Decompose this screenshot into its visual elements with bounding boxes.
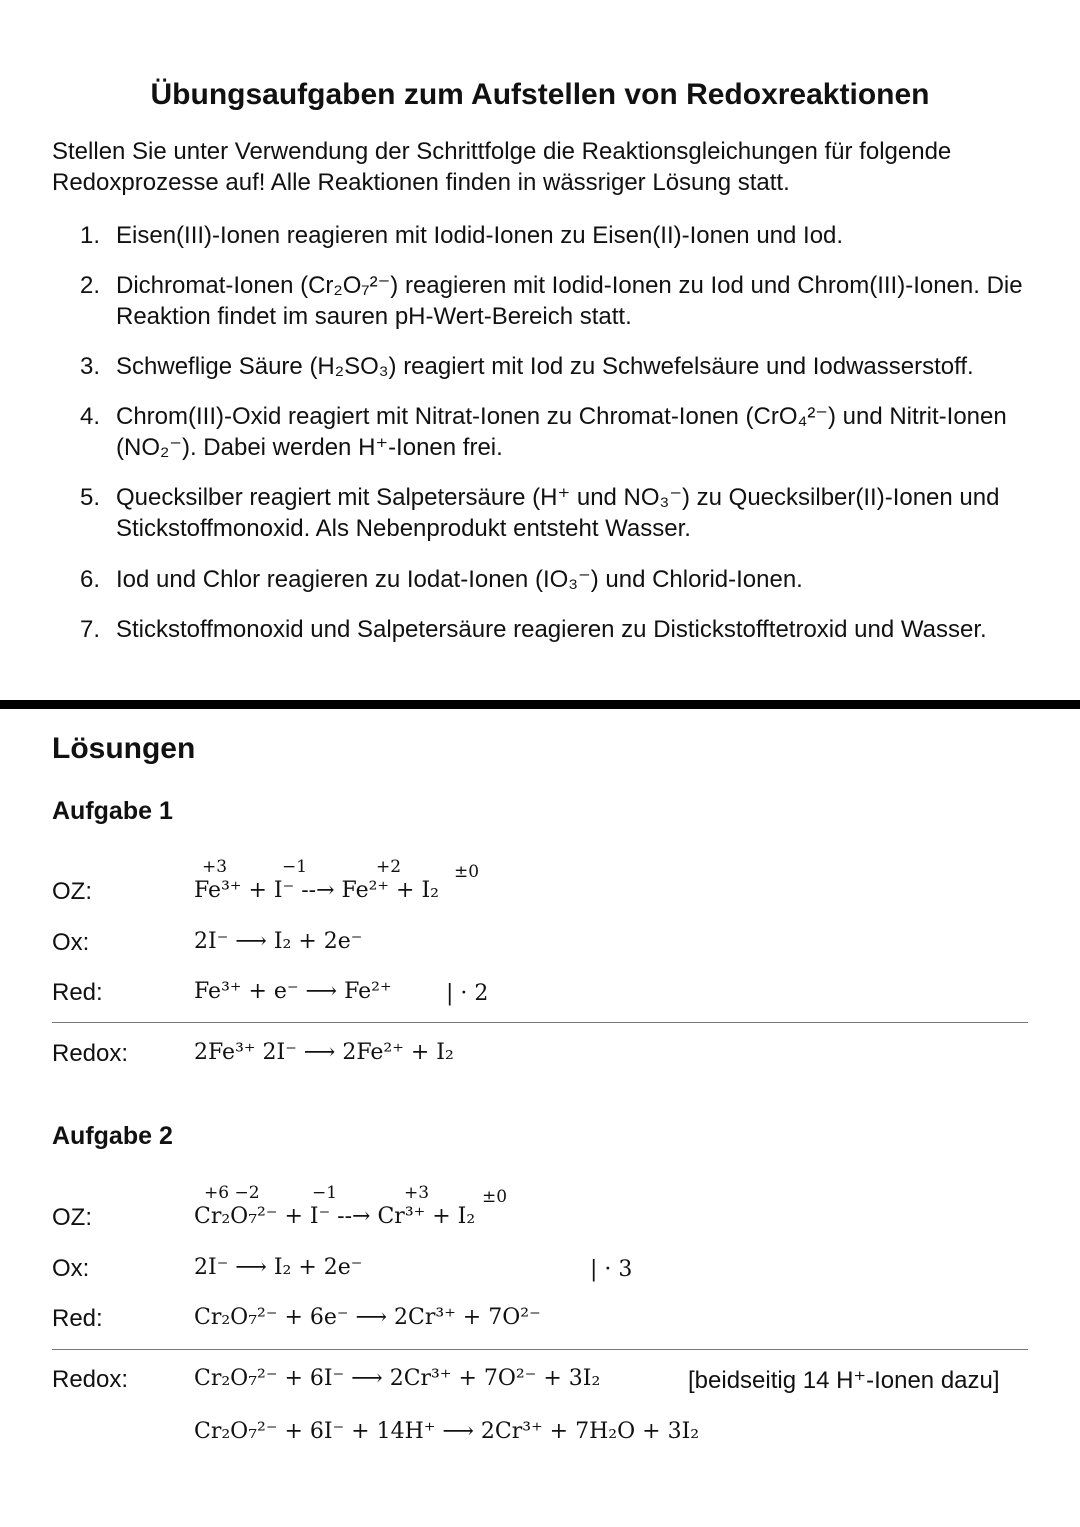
- oz-label: OZ:: [52, 878, 92, 905]
- reduction-equation: Fe³⁺ + e⁻ ⟶ Fe²⁺: [194, 979, 392, 1004]
- task-number: 2.: [80, 272, 101, 299]
- intro-text: Stellen Sie unter Verwendung der Schrittfolge die Reaktionsgleichungen für folgende Redoxprozesse auf! Alle Reaktionen finden in wässriger Lösung statt.: [52, 138, 952, 196]
- multiplication-factor: | · 3: [590, 1257, 633, 1282]
- task-text: Stickstoffmonoxid und Salpetersäure reagieren zu Distickstofftetroxid und Wasser.: [116, 616, 987, 643]
- oxidation-number: +6 −2: [204, 1183, 260, 1203]
- task-text: Iod und Chlor reagieren zu Iodat-Ionen (IO₃⁻) und Chlorid-Ionen.: [116, 566, 803, 593]
- page-title: Übungsaufgaben zum Aufstellen von Redoxreaktionen: [150, 78, 930, 111]
- oxidation-number: ±0: [482, 1187, 508, 1207]
- reduction-equation: Cr₂O₇²⁻ + 6e⁻ ⟶ 2Cr³⁺ + 7O²⁻: [194, 1305, 541, 1330]
- multiplication-factor: | · 2: [446, 981, 489, 1006]
- redox-equation: 2Fe³⁺ 2I⁻ ⟶ 2Fe²⁺ + I₂: [194, 1040, 454, 1065]
- task-number: 7.: [80, 616, 101, 643]
- redox-label: Redox:: [52, 1040, 129, 1067]
- redox-equation-final: Cr₂O₇²⁻ + 6I⁻ + 14H⁺ ⟶ 2Cr³⁺ + 7H₂O + 3I₂: [194, 1419, 700, 1444]
- redox-equation: Cr₂O₇²⁻ + 6I⁻ ⟶ 2Cr³⁺ + 7O²⁻ + 3I₂: [194, 1366, 601, 1391]
- task-text: Eisen(III)-Ionen reagieren mit Iodid-Ionen zu Eisen(II)-Ionen und Iod.: [116, 222, 844, 249]
- task-number: 5.: [80, 484, 101, 511]
- equation-divider: [52, 1349, 1028, 1350]
- task-number: 4.: [80, 403, 101, 430]
- redox-note: [beidseitig 14 H⁺-Ionen dazu]: [688, 1367, 1000, 1394]
- oxidation-number: ±0: [454, 862, 480, 882]
- aufgabe-2-heading: Aufgabe 2: [52, 1122, 173, 1150]
- oz-label: OZ:: [52, 1204, 92, 1231]
- task-text: Quecksilber reagiert mit Salpetersäure (H⁺ und NO₃⁻) zu Quecksilber(II)-Ionen und Stickstoffmonoxid. Als Nebenprodukt entsteht Wasser.: [116, 484, 1000, 542]
- task-text: Chrom(III)-Oxid reagiert mit Nitrat-Ionen zu Chromat-Ionen (CrO₄²⁻) und Nitrit-Ionen (NO₂⁻). Dabei werden H⁺-Ionen frei.: [116, 403, 1007, 461]
- red-label: Red:: [52, 1305, 103, 1332]
- task-number: 3.: [80, 353, 101, 380]
- section-divider: [0, 700, 1080, 709]
- oxidation-number: +3: [202, 857, 228, 877]
- aufgabe-1-heading: Aufgabe 1: [52, 797, 173, 825]
- oz-equation: Cr₂O₇²⁻ + I⁻ --→ Cr³⁺ + I₂: [194, 1204, 476, 1229]
- oxidation-number: +3: [404, 1183, 430, 1203]
- equation-divider: [52, 1022, 1028, 1023]
- ox-label: Ox:: [52, 929, 90, 956]
- oxidation-equation: 2I⁻ ⟶ I₂ + 2e⁻: [194, 929, 363, 954]
- oxidation-number: −1: [312, 1183, 338, 1203]
- oxidation-equation: 2I⁻ ⟶ I₂ + 2e⁻: [194, 1255, 363, 1280]
- task-number: 1.: [80, 222, 101, 249]
- task-text: Dichromat-Ionen (Cr₂O₇²⁻) reagieren mit Iodid-Ionen zu Iod und Chrom(III)-Ionen. Die Reaktion findet im sauren pH-Wert-Bereich statt.: [116, 272, 1023, 330]
- oxidation-number: −1: [282, 857, 308, 877]
- task-number: 6.: [80, 566, 101, 593]
- ox-label: Ox:: [52, 1255, 90, 1282]
- red-label: Red:: [52, 979, 103, 1006]
- oz-equation: Fe³⁺ + I⁻ --→ Fe²⁺ + I₂: [194, 878, 439, 903]
- redox-label: Redox:: [52, 1366, 129, 1393]
- oxidation-number: +2: [376, 857, 402, 877]
- task-text: Schweflige Säure (H₂SO₃) reagiert mit Iod zu Schwefelsäure und Iodwasserstoff.: [116, 353, 974, 380]
- solutions-heading: Lösungen: [52, 732, 196, 765]
